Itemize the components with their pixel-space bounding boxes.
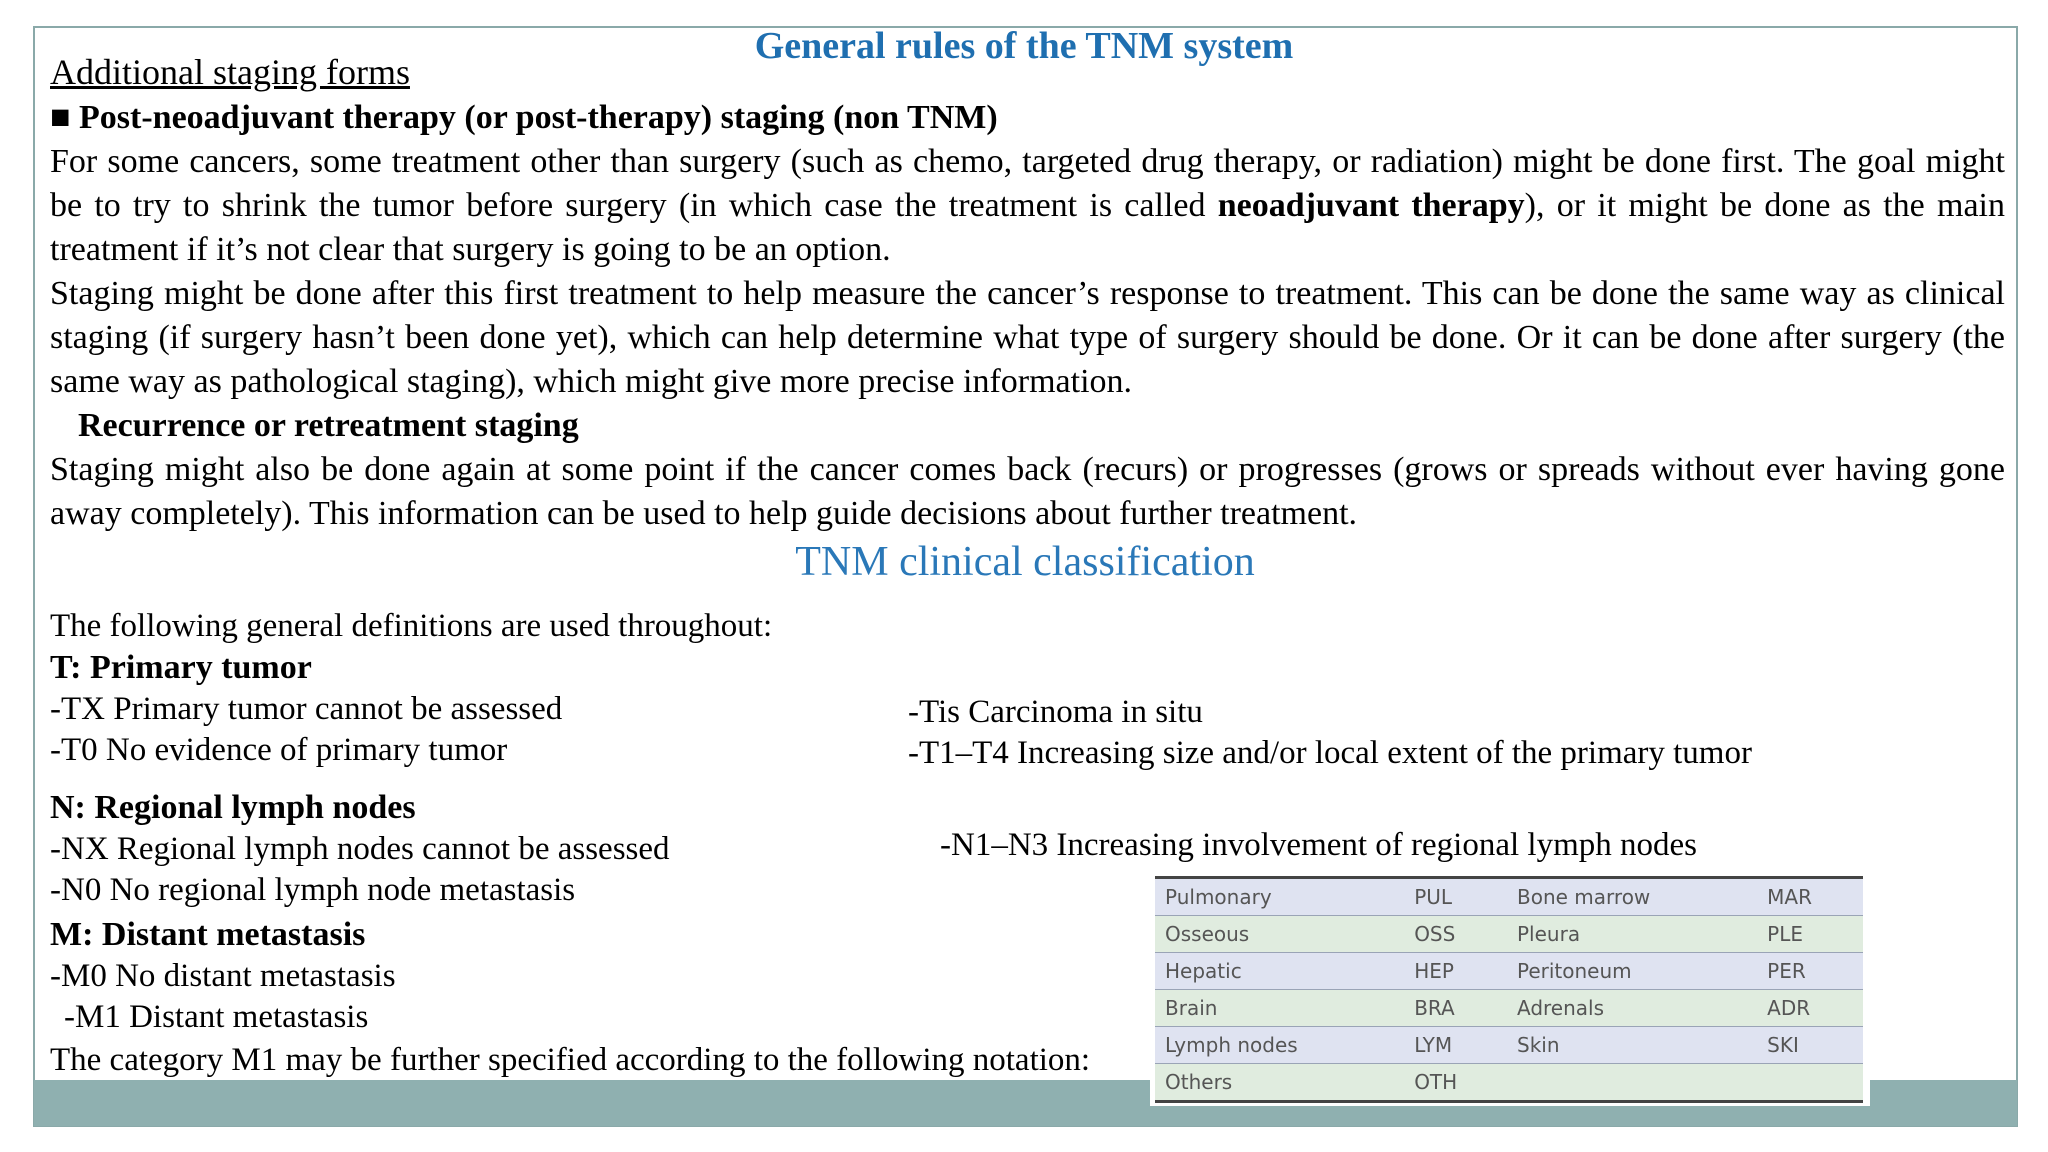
table-cell: Hepatic: [1155, 953, 1404, 990]
table-cell: [1507, 1064, 1757, 1102]
t1t4-definition: -T1–T4 Increasing size and/or local extent of the primary tumor: [908, 735, 1752, 771]
paragraph-staging: Staging might be done after this first treatment to help measure the cancer’s response to treatment. This can be done the same way as clinical staging (if surgery hasn’t been done yet), which can help determine what type of surgery should be done. Or it can be done after surgery (the same way as pathological staging), which might give more precise information.: [50, 275, 2005, 400]
table-cell: Pleura: [1507, 916, 1757, 953]
paragraph-neoadjuvant: [50, 140, 2005, 272]
table-row: [1155, 953, 1863, 990]
m1-definition: -M1 Distant metastasis: [64, 999, 369, 1035]
table-cell: MAR: [1757, 878, 1863, 916]
m0-definition: -M0 No distant metastasis: [50, 958, 396, 994]
table-cell: Pulmonary: [1155, 878, 1404, 916]
table-cell: Brain: [1155, 990, 1404, 1027]
table-cell: ADR: [1757, 990, 1863, 1027]
tx-definition: -TX Primary tumor cannot be assessed: [50, 691, 563, 727]
paragraph-text: ), or it might be done as the main treatment if it’s not clear that surgery is going to be an option.: [50, 187, 2005, 268]
paragraph-recurrence: Staging might also be done again at some point if the cancer comes back (recurs) or progresses (grows or spreads without ever having gone away completely). This information can be used to help guide decisions about further treatment.: [50, 451, 2005, 532]
table-cell: PLE: [1757, 916, 1863, 953]
table-cell: SKI: [1757, 1027, 1863, 1064]
table-cell: Others: [1155, 1064, 1404, 1102]
table-row: [1155, 990, 1863, 1027]
n0-definition: -N0 No regional lymph node metastasis: [50, 872, 576, 908]
bold-term: neoadjuvant therapy: [1217, 187, 1525, 224]
t-heading: T: Primary tumor: [50, 649, 312, 686]
n1n3-definition: -N1–N3 Increasing involvement of regional lymph nodes: [940, 827, 1697, 863]
table-cell: OTH: [1404, 1064, 1507, 1102]
table-cell: Adrenals: [1507, 990, 1757, 1027]
recurrence-heading: Recurrence or retreatment staging: [78, 407, 579, 444]
m1-notation-note: The category M1 may be further specified according to the following notation:: [50, 1042, 1091, 1078]
n-heading: N: Regional lymph nodes: [50, 789, 416, 826]
table-cell: [1757, 1064, 1863, 1102]
bullet-heading: ■ Post-neoadjuvant therapy (or post-therapy) staging (non TNM): [50, 99, 998, 136]
table-cell: OSS: [1404, 916, 1507, 953]
table-cell: LYM: [1404, 1027, 1507, 1064]
table-row: [1155, 916, 1863, 953]
table-cell: Osseous: [1155, 916, 1404, 953]
table-row: [1155, 878, 1863, 916]
t0-definition: -T0 No evidence of primary tumor: [50, 732, 508, 768]
table-cell: PER: [1757, 953, 1863, 990]
table-cell: Peritoneum: [1507, 953, 1757, 990]
nx-definition: -NX Regional lymph nodes cannot be assessed: [50, 831, 670, 867]
paragraph-text: For some cancers, some treatment other than surgery (such as chemo, targeted drug therapy, or radiation) might be done first. The goal might be to try to shrink the tumor before surgery (in which case the treatment is called: [50, 143, 2005, 224]
m-heading: M: Distant metastasis: [50, 916, 366, 953]
section-heading: Additional staging forms: [50, 52, 410, 92]
table-row: [1155, 1027, 1863, 1064]
tis-definition: -Tis Carcinoma in situ: [908, 694, 1203, 730]
table-cell: Lymph nodes: [1155, 1027, 1404, 1064]
section-subtitle: TNM clinical classification: [795, 539, 1255, 585]
table-cell: Skin: [1507, 1027, 1757, 1064]
intro-text: The following general definitions are used throughout:: [50, 608, 773, 644]
table-cell: PUL: [1404, 878, 1507, 916]
table-cell: HEP: [1404, 953, 1507, 990]
slide-title: General rules of the TNM system: [754, 25, 1294, 67]
table-row: [1155, 1064, 1863, 1102]
metastasis-notation-table: [1155, 876, 1863, 1103]
table-cell: BRA: [1404, 990, 1507, 1027]
table-cell: Bone marrow: [1507, 878, 1757, 916]
